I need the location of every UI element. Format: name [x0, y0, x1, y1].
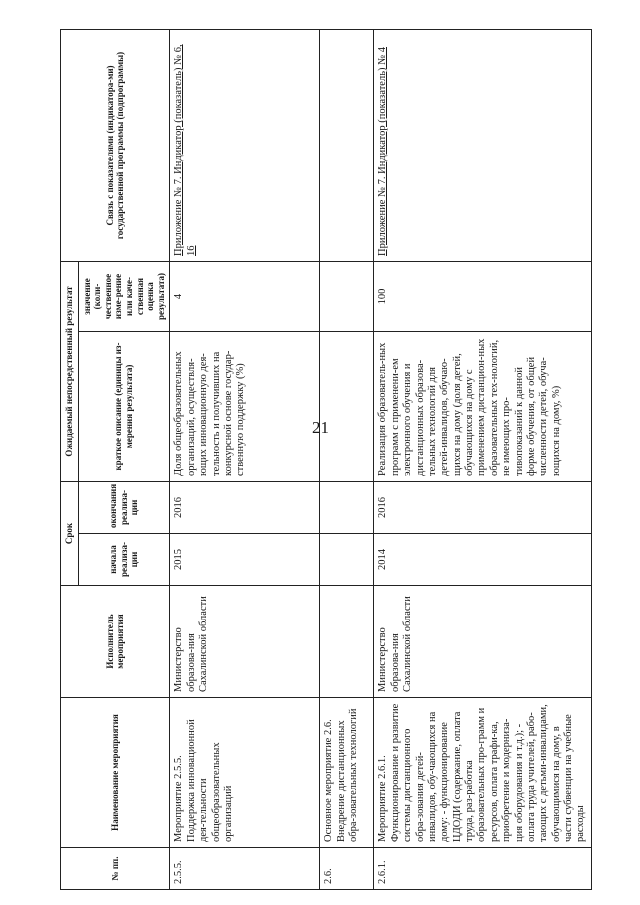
cell-start: 2015	[170, 534, 320, 586]
cell-value: 4	[170, 261, 320, 331]
cell-executor: Министерство образова-ния Сахалинской области	[170, 586, 320, 698]
cell-name: Основное мероприятие 2.6. Внедрение дистанционных обра-зовательных технологий	[320, 698, 374, 848]
cell-name: Мероприятие 2.5.5. Поддержка инновационной дея-тельности общеобразовательных организаций	[170, 698, 320, 848]
header-result-value: значение (коли-чественное изме-рение или каче-ственная оценка результата)	[78, 261, 170, 331]
cell-desc	[320, 331, 374, 481]
cell-num: 2.6.1.	[374, 848, 591, 890]
cell-link[interactable]: Приложение № 7. Индикатор (показатель) № 6, 16	[170, 29, 320, 261]
table-row	[320, 29, 374, 889]
header-term-end: окончания реализа-ции	[78, 481, 170, 533]
header-result-desc: краткое описание (единицы из-мерения результата)	[78, 331, 170, 481]
cell-end: 2016	[374, 481, 591, 533]
page-number: 21	[312, 418, 329, 437]
header-term: Срок	[61, 481, 79, 585]
header-row-1	[61, 29, 79, 889]
header-result: Ожидаемый непосредственный результат	[61, 261, 79, 481]
table-row	[170, 29, 320, 889]
cell-name: Мероприятие 2.6.1. Функционирование и развитие системы дистанционного обра-зования детей-инвалидов, обу-чающихся на дому: - функционирование ЦДОДИ (содержание, оплата труда, раз-работка образовательных про-грамм и ресурсов, оплата трафи-ка, приобретение и модерниза-ция оборудования и т.д.); - оплата труда учителей, рабо-тающих с детьми-инвалидами, обучающимися на дому, в части субвенции на учебные расходы	[374, 698, 591, 848]
activities-table	[60, 29, 592, 890]
cell-link[interactable]: Приложение № 7. Индикатор (показатель) № 4	[374, 29, 591, 261]
cell-start	[320, 534, 374, 586]
header-num: № пп.	[61, 848, 170, 890]
cell-num: 2.5.5.	[170, 848, 320, 890]
cell-executor	[320, 586, 374, 698]
cell-link	[320, 29, 374, 261]
table-row	[374, 29, 591, 889]
cell-desc: Реализация образователь-ных программ с применени-ем электронного обучения и дистанционных образова-тельных технологий для детей-инвалидов, обучаю-щихся на дому (доля детей, обучающихся на дому с применением дистанцион-ных образовательных тех-нологий, не имеющих про-тивопоказаний к данной форме обучения, от общей численности детей, обуча-ющихся на дому, %)	[374, 331, 591, 481]
cell-desc: Доля общеобразовательных организаций, осуществля-ющих инновационную дея-тельность и получивших на конкурсной основе государ-ственную поддержку (%)	[170, 331, 320, 481]
cell-end: 2016	[170, 481, 320, 533]
cell-value: 100	[374, 261, 591, 331]
cell-end	[320, 481, 374, 533]
rotated-table-container	[60, 30, 587, 890]
header-name: Наименование мероприятия	[61, 698, 170, 848]
cell-start: 2014	[374, 534, 591, 586]
cell-num: 2.6.	[320, 848, 374, 890]
cell-executor: Министерство образова-ния Сахалинской области	[374, 586, 591, 698]
header-executor: Исполнитель мероприятия	[61, 586, 170, 698]
cell-value	[320, 261, 374, 331]
header-term-start: начала реализа-ции	[78, 534, 170, 586]
header-link: Связь с показателями (индикатора-ми) государственной программы (подпрограммы)	[61, 29, 170, 261]
